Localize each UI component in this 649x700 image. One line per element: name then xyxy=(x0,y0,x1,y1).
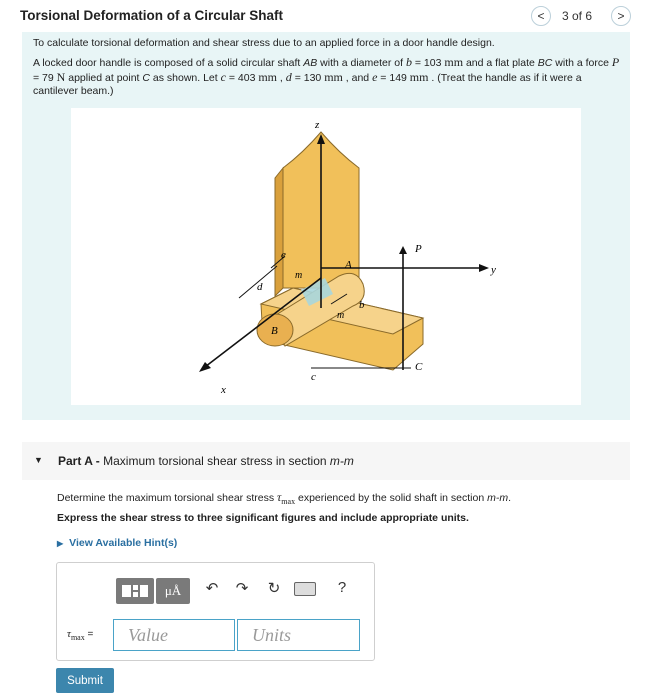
label-c-point: C xyxy=(415,361,423,373)
label-e: e xyxy=(281,249,286,261)
label-b-dim: b xyxy=(359,299,365,311)
label-b-point: B xyxy=(271,325,278,337)
help-icon[interactable]: ? xyxy=(337,579,347,596)
instruction-text: Express the shear stress to three significant figures and include appropriate units. xyxy=(57,512,469,524)
header xyxy=(0,0,649,32)
label-m1: m xyxy=(295,270,303,281)
label-x: x xyxy=(221,384,226,396)
next-button[interactable]: > xyxy=(611,6,631,26)
question-text: Determine the maximum torsional shear stress $\tau_{max}$ experienced by the solid shaft in section m-m. xyxy=(57,490,512,507)
label-p: P xyxy=(415,243,422,255)
reset-icon[interactable]: ↻ xyxy=(267,580,281,597)
force-p-arrow xyxy=(399,246,407,254)
door-handle-figure xyxy=(71,108,581,405)
view-hints-link[interactable]: ▶ View Available Hint(s) xyxy=(57,537,178,549)
collapse-caret-icon[interactable]: ▼ xyxy=(34,455,43,465)
submit-button[interactable]: Submit xyxy=(56,668,114,693)
previous-button[interactable]: < xyxy=(531,6,551,26)
page-title: Torsional Deformation of a Circular Shaft xyxy=(20,8,284,23)
redo-icon[interactable]: ↷ xyxy=(235,580,249,597)
label-z: z xyxy=(315,119,320,131)
units-button[interactable]: μÅ xyxy=(156,578,190,604)
matrix-icon xyxy=(116,578,154,604)
door-handle-diagram xyxy=(71,108,581,405)
hint-expand-icon: ▶ xyxy=(57,539,64,548)
label-m2: m xyxy=(337,310,345,321)
value-input[interactable] xyxy=(113,619,235,651)
units-input[interactable] xyxy=(237,619,360,651)
keyboard-icon[interactable] xyxy=(294,582,316,596)
intro-text: To calculate torsional deformation and shear stress due to an applied force in a door handle design. xyxy=(33,37,495,49)
part-a-header[interactable] xyxy=(22,442,630,480)
label-d: d xyxy=(257,281,263,293)
problem-intro xyxy=(22,32,630,420)
templates-button[interactable] xyxy=(116,578,154,604)
problem-statement: A locked door handle is composed of a solid circular shaft AB with a diameter of b = 103 mm and a flat plate BC with a force P = 79 N applied at point C as shown. Let c = 403 mm , d = 130 mm , and e = 149 mm . (Treat the handle as if it were a cantilever beam.) xyxy=(33,55,620,97)
answer-box xyxy=(56,562,375,661)
label-c-dim: c xyxy=(311,371,316,383)
page-counter: 3 of 6 xyxy=(562,9,593,23)
vertical-plate-side xyxy=(275,168,283,296)
label-a: A xyxy=(345,259,352,271)
label-y: y xyxy=(491,264,496,276)
part-a-title: Part A - Maximum torsional shear stress in section m-m xyxy=(58,454,354,468)
tau-max-label: $\tau_{max}$ = xyxy=(67,628,94,643)
y-arrow xyxy=(479,264,489,272)
undo-icon[interactable]: ↶ xyxy=(205,580,219,597)
